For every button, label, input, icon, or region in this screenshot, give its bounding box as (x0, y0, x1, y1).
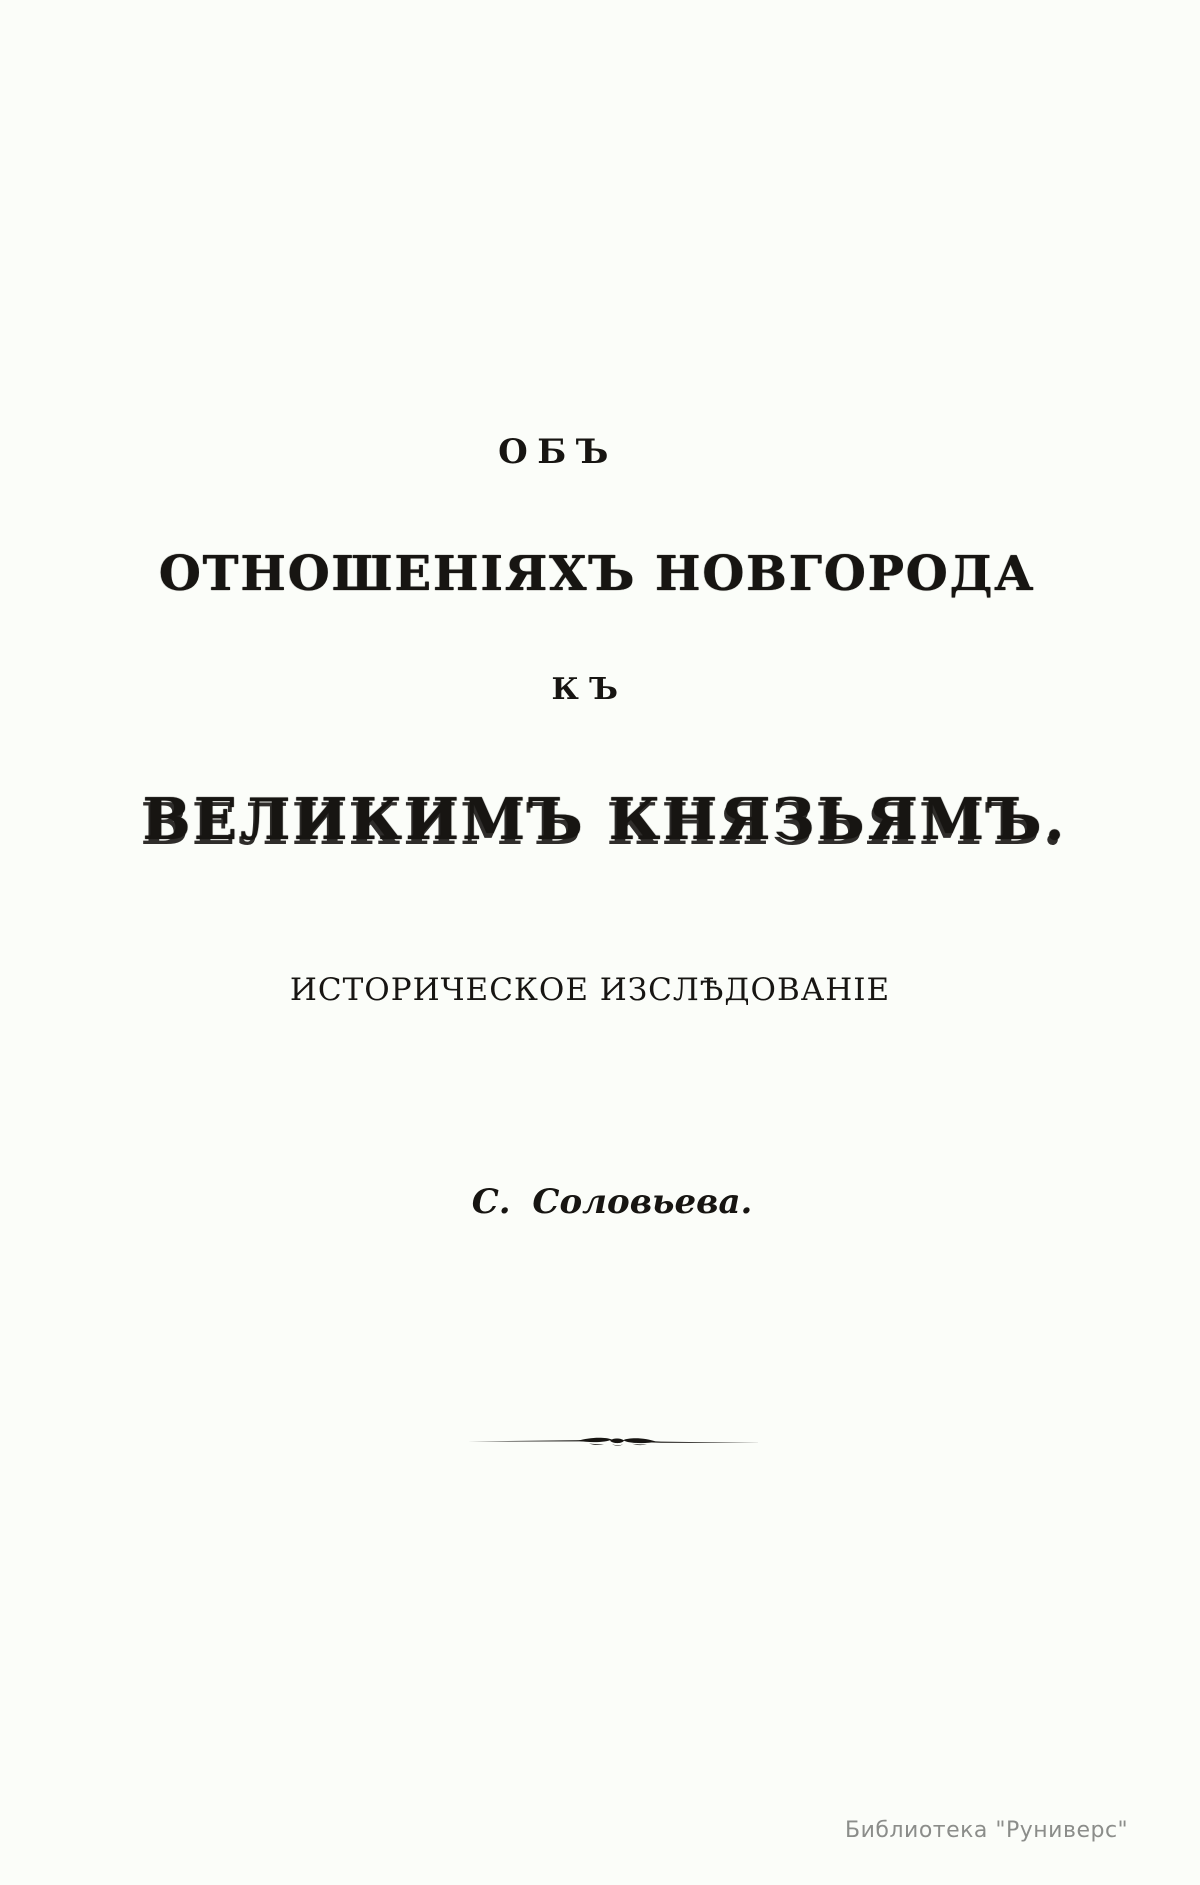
library-watermark: Библиотека "Руниверс" (845, 1818, 1129, 1843)
title-ornate: ВЕЛИКИМЪ КНЯЗЬЯМЪ. (142, 786, 1068, 853)
author-name: С. Соловьева. (471, 1182, 753, 1222)
title-main: ОТНОШЕНІЯХЪ НОВГОРОДА (158, 546, 1036, 602)
title-prefix: ОБЪ (498, 432, 618, 472)
subtitle: ИСТОРИЧЕСКОЕ ИЗСЛѢДОВАНІЕ (289, 972, 891, 1008)
swelled-rule-ornament (466, 1432, 768, 1452)
title-connector: КЪ (551, 672, 629, 707)
